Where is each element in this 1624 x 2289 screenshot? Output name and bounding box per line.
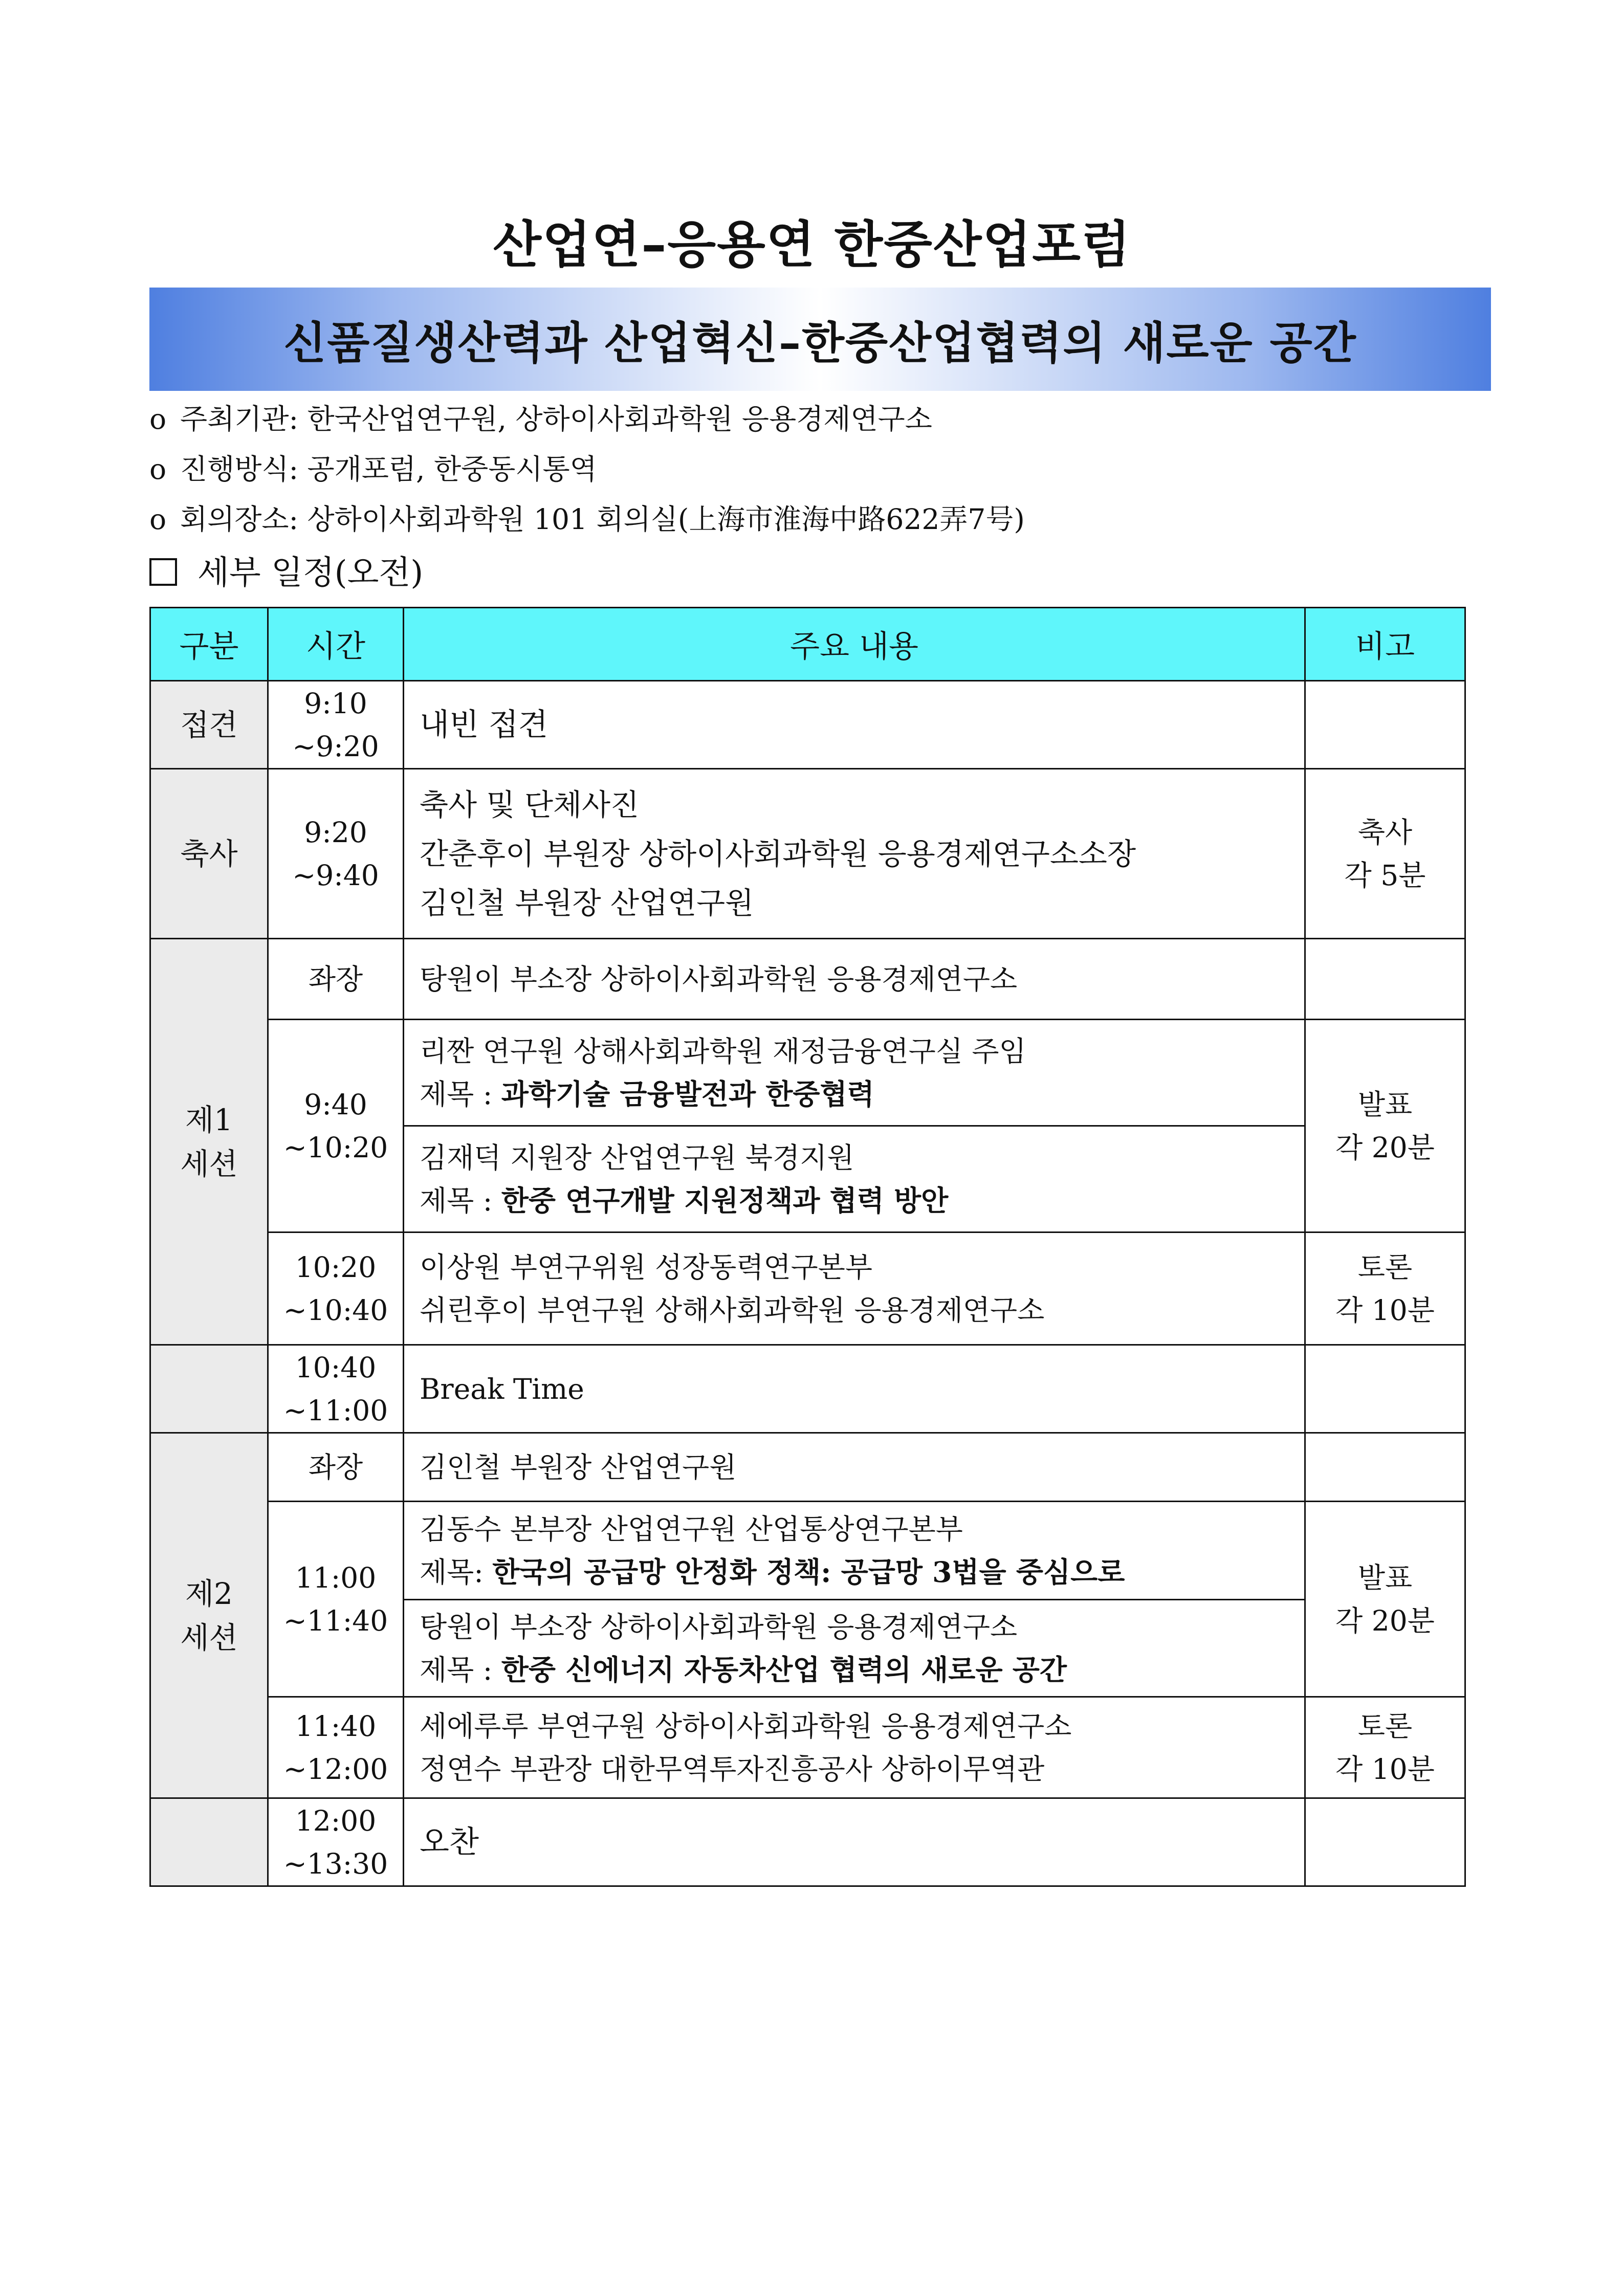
subtitle: 신품질생산력과 산업혁신–한중산업협력의 새로운 공간	[283, 318, 1357, 369]
table-row	[150, 1502, 1465, 1600]
info-text: 주최기관: 한국산업연구원, 상하이사회과학원 응용경제연구소	[180, 403, 932, 435]
title-prefix: 제목:	[420, 1555, 493, 1589]
note-cell	[1305, 1345, 1465, 1433]
section-heading	[149, 546, 423, 593]
info-organizer	[149, 397, 932, 437]
presentation-title-line	[420, 1073, 1304, 1116]
time-end: ~9:20	[292, 730, 379, 763]
presentation-title-line	[420, 1648, 1304, 1691]
discussion-cell	[404, 1232, 1305, 1345]
table-row	[150, 1433, 1465, 1502]
presentation-title: 한중 신에너지 자동차산업 협력의 새로운 공간	[501, 1653, 1067, 1686]
table-row	[150, 1345, 1465, 1433]
content-line: 김인철 부원장 산업연구원	[420, 885, 754, 920]
note-cell	[1305, 1798, 1465, 1886]
category-cell: 접견	[150, 681, 268, 769]
chair-label-cell: 좌장	[268, 939, 404, 1020]
note-line: 각 5분	[1344, 859, 1426, 892]
presenter-line: 탕원이 부소장 상하이사회과학원 응용경제연구소	[420, 1610, 1018, 1643]
chair-label-cell: 좌장	[268, 1433, 404, 1502]
title-prefix: 제목 :	[420, 1077, 501, 1111]
time-start: 11:00	[295, 1561, 377, 1594]
category-line: 세션	[180, 1146, 238, 1181]
time-end: ~13:30	[283, 1847, 388, 1880]
presenter-line: 김재덕 지원장 산업연구원 북경지원	[420, 1141, 854, 1174]
discussant-line: 이상원 부연구위원 성장동력연구본부	[420, 1250, 873, 1284]
time-start: 10:40	[295, 1351, 377, 1384]
note-line: 발표	[1357, 1561, 1413, 1594]
table-row	[150, 681, 1465, 769]
info-bullet: o	[149, 403, 167, 435]
note-line: 발표	[1357, 1088, 1413, 1121]
note-line: 토론	[1357, 1250, 1413, 1284]
presentation-cell	[404, 1502, 1305, 1600]
time-end: ~11:40	[283, 1604, 388, 1637]
info-text: 회의장소: 상하이사회과학원 101 회의실(上海市淮海中路622弄7号)	[180, 503, 1025, 536]
chair-cell: 탕원이 부소장 상하이사회과학원 응용경제연구소	[404, 939, 1305, 1020]
content-cell: 오찬	[404, 1798, 1305, 1886]
discussant-line: 세에루루 부연구원 상하이사회과학원 응용경제연구소	[420, 1709, 1072, 1743]
presenter-line: 김동수 본부장 산업연구원 산업통상연구본부	[420, 1512, 963, 1546]
time-cell	[268, 1502, 404, 1697]
info-format	[149, 447, 597, 487]
category-cell-session2	[150, 1433, 268, 1798]
time-cell	[268, 1232, 404, 1345]
note-cell	[1305, 1433, 1465, 1502]
category-line: 세션	[180, 1620, 238, 1655]
time-end: ~11:00	[283, 1394, 388, 1427]
note-line: 각 10분	[1335, 1293, 1435, 1327]
time-cell	[268, 1798, 404, 1886]
table-row	[150, 1020, 1465, 1126]
time-end: ~9:40	[292, 859, 379, 892]
category-cell: 축사	[150, 769, 268, 939]
note-cell	[1305, 1697, 1465, 1798]
content-line: 축사 및 단체사진	[420, 787, 640, 822]
info-venue	[149, 497, 1025, 537]
note-line: 축사	[1357, 816, 1413, 849]
presentation-cell	[404, 1020, 1305, 1126]
category-cell	[150, 1345, 268, 1433]
checkbox-square-icon	[149, 558, 177, 586]
table-row	[150, 1798, 1465, 1886]
table-row	[150, 1697, 1465, 1798]
note-cell	[1305, 939, 1465, 1020]
note-line: 각 20분	[1335, 1604, 1435, 1637]
category-line: 제1	[185, 1102, 233, 1137]
time-end: ~10:20	[283, 1131, 388, 1164]
presentation-cell	[404, 1126, 1305, 1232]
time-cell	[268, 1697, 404, 1798]
presenter-line: 리짠 연구원 상해사회과학원 재정금융연구실 주임	[420, 1035, 1026, 1068]
presentation-title: 과학기술 금융발전과 한중협력	[501, 1077, 874, 1111]
category-line: 제2	[185, 1576, 233, 1611]
content-line: 간춘후이 부원장 상하이사회과학원 응용경제연구소소장	[420, 836, 1136, 871]
info-bullet: o	[149, 453, 167, 486]
info-text: 진행방식: 공개포럼, 한중동시통역	[180, 453, 597, 486]
note-line: 각 20분	[1335, 1131, 1435, 1164]
table-header-row	[150, 608, 1465, 681]
presentation-title: 한중 연구개발 지원정책과 협력 방안	[501, 1183, 949, 1217]
category-cell-session1	[150, 939, 268, 1345]
schedule-table	[149, 607, 1466, 1887]
presentation-title: 한국의 공급망 안정화 정책: 공급망 3법을 중심으로	[492, 1555, 1125, 1589]
presentation-title-line	[420, 1551, 1304, 1594]
time-start: 9:40	[304, 1088, 367, 1121]
header-note: 비고	[1305, 608, 1465, 681]
note-cell	[1305, 1232, 1465, 1345]
header-content: 주요 내용	[404, 608, 1305, 681]
time-start: 9:10	[304, 687, 367, 720]
presentation-title-line	[420, 1179, 1304, 1222]
table-row	[150, 769, 1465, 939]
chair-cell: 김인철 부원장 산업연구원	[404, 1433, 1305, 1502]
category-cell	[150, 1798, 268, 1886]
discussion-cell	[404, 1697, 1305, 1798]
time-start: 11:40	[295, 1709, 377, 1743]
section-heading-text: 세부 일정(오전)	[197, 554, 424, 592]
note-cell	[1305, 1502, 1465, 1697]
note-cell	[1305, 769, 1465, 939]
discussant-line: 쉬린후이 부연구원 상해사회과학원 응용경제연구소	[420, 1293, 1045, 1327]
table-row	[150, 1232, 1465, 1345]
header-category: 구분	[150, 608, 268, 681]
subtitle-banner	[149, 288, 1491, 391]
time-cell	[268, 1345, 404, 1433]
note-cell	[1305, 1020, 1465, 1232]
content-cell: 내빈 접견	[404, 681, 1305, 769]
header-time: 시간	[268, 608, 404, 681]
time-cell	[268, 681, 404, 769]
time-cell	[268, 1020, 404, 1232]
note-cell	[1305, 681, 1465, 769]
time-start: 12:00	[295, 1804, 377, 1837]
presentation-cell	[404, 1600, 1305, 1697]
time-start: 9:20	[304, 816, 367, 849]
time-end: ~10:40	[283, 1293, 388, 1327]
content-cell: Break Time	[404, 1345, 1305, 1433]
time-end: ~12:00	[283, 1752, 388, 1786]
discussant-line: 정연수 부관장 대한무역투자진흥공사 상하이무역관	[420, 1752, 1045, 1786]
title-prefix: 제목 :	[420, 1184, 501, 1217]
time-cell	[268, 769, 404, 939]
info-bullet: o	[149, 503, 167, 536]
table-row	[150, 939, 1465, 1020]
content-cell	[404, 769, 1305, 939]
time-start: 10:20	[295, 1250, 377, 1284]
note-line: 토론	[1357, 1709, 1413, 1743]
note-line: 각 10분	[1335, 1752, 1435, 1786]
title-prefix: 제목 :	[420, 1653, 501, 1686]
document-title: 산업연–응용연 한중산업포럼	[493, 216, 1131, 274]
